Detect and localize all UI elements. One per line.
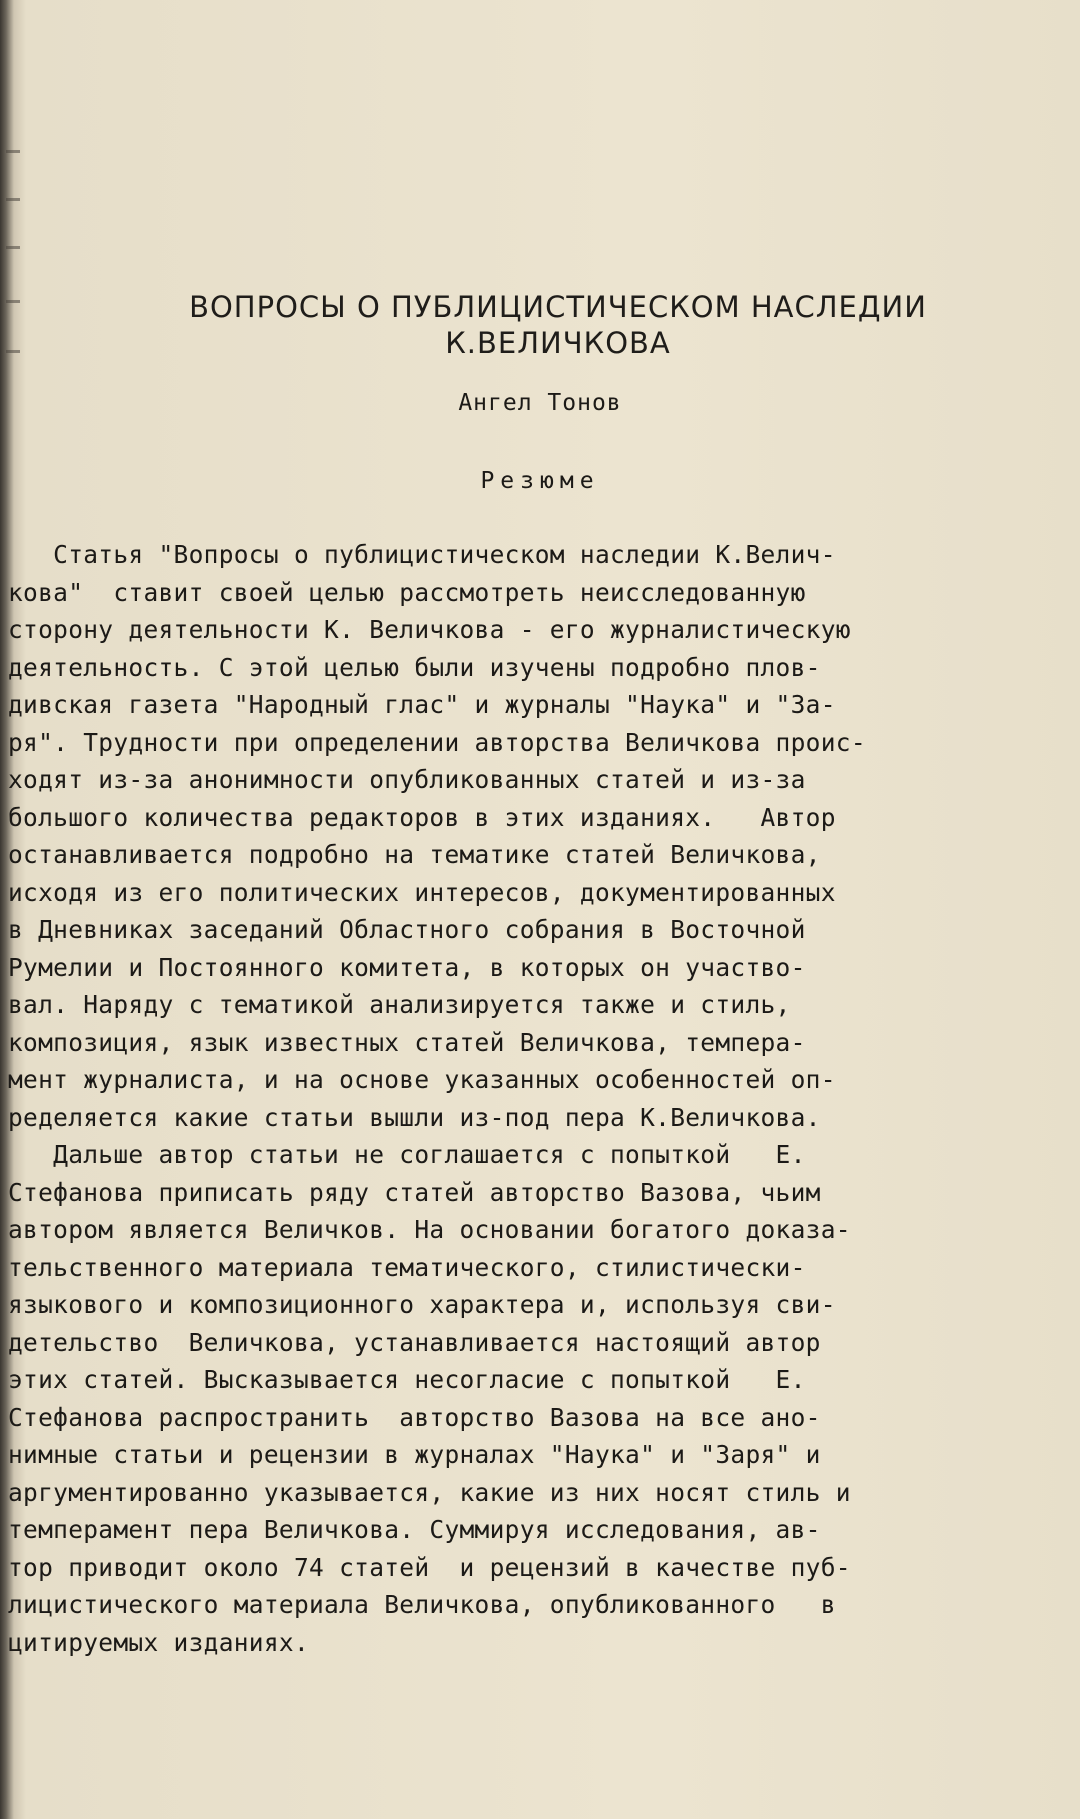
text-line: Дальше автор статьи не соглашается с попыткой Е. [8,1140,806,1169]
text-line: ря". Трудности при определении авторства Величкова проис- [8,727,866,757]
text-line: тельственного материала тематического, стилистически- [8,1252,806,1282]
text-line: этих статей. Высказывается несогласие с попыткой Е. [8,1365,806,1394]
text-line: деятельность. С этой целью были изучены подробно плов- [8,652,821,682]
text-line: в Дневниках заседаний Областного собрания в Восточной [8,915,806,944]
text-line: композиция, язык известных статей Величкова, темпера- [8,1027,806,1057]
text-line: темперамент пера Величкова. Суммируя исследования, ав- [8,1515,821,1544]
text-line: Стефанова приписать ряду статей авторство Вазова, чьим [8,1177,821,1207]
text-line: ределяется какие статьи вышли из-под пера К.Величкова. [8,1102,821,1132]
text-line: цитируемых изданиях. [8,1627,310,1657]
text-line: дивская газета "Народный глас" и журналы "Наука" и "За- [8,690,836,719]
text-line: сторону деятельности К. Величкова - его журналистическую [8,615,851,644]
text-line: кова" ставит своей целью рассмотреть неисследованную [8,577,806,607]
section-heading: Резюме [480,468,600,494]
text-line: автором является Величков. На основании богатого доказа- [8,1215,851,1244]
text-line: вал. Наряду с тематикой анализируется также и стиль, [8,990,791,1019]
text-line: исходя из его политических интересов, документированных [8,877,836,907]
text-line: останавливается подробно на тематике статей Величкова, [8,840,821,869]
text-line: Румелии и Постоянного комитета, в которых он участво- [8,952,806,982]
text-line: лицистического материала Величкова, опубликованного в [8,1590,836,1619]
text-line: нимные статьи и рецензии в журналах "Наука" и "Заря" и [8,1440,821,1469]
text-line: тор приводит около 74 статей и рецензий в качестве пуб- [8,1552,851,1582]
text-line: большого количества редакторов в этих изданиях. Автор [8,802,836,832]
text-line: языкового и композиционного характера и, используя сви- [8,1290,836,1319]
author-name: Ангел Тонов [458,390,622,416]
text-line: ходят из-за анонимности опубликованных статей и из-за [8,765,806,794]
title-line-1: ВОПРОСЫ О ПУБЛИЦИСТИЧЕСКОМ НАСЛЕДИИ [189,290,927,324]
text-line: Статья "Вопросы о публицистическом наследии К.Велич- [8,540,836,569]
text-line: детельство Величкова, устанавливается настоящий автор [8,1327,821,1357]
text-line: мент журналиста, и на основе указанных особенностей оп- [8,1065,836,1094]
title-line-2: К.ВЕЛИЧКОВА [445,326,671,360]
text-line: Стефанова распространить авторство Вазова на все ано- [8,1402,821,1432]
text-line: аргументированно указывается, какие из них носят стиль и [8,1477,851,1507]
body-text [8,536,1008,1661]
